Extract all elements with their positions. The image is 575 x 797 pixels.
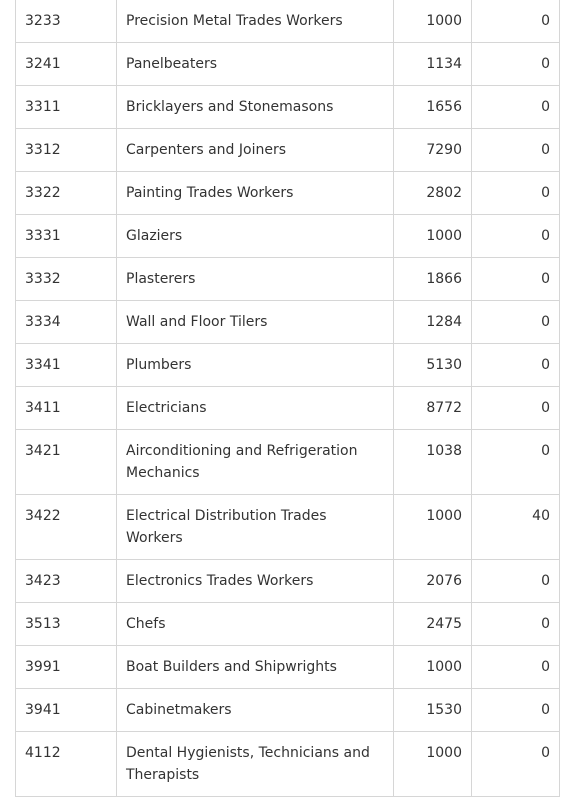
- occupation-code-cell: 3421: [16, 430, 117, 495]
- table-row: [16, 387, 560, 430]
- table-row: [16, 344, 560, 387]
- occupation-name-cell: Boat Builders and Shipwrights: [117, 646, 394, 689]
- value-cell: 1000: [394, 732, 472, 797]
- table-row: [16, 603, 560, 646]
- extra-value-cell: 0: [472, 646, 560, 689]
- occupation-code-cell: 3311: [16, 86, 117, 129]
- value-cell: 7290: [394, 129, 472, 172]
- table-row: [16, 430, 560, 495]
- occupation-name-cell: Chefs: [117, 603, 394, 646]
- occupation-name-cell: Electricians: [117, 387, 394, 430]
- occupation-code-cell: 3422: [16, 495, 117, 560]
- extra-value-cell: 0: [472, 258, 560, 301]
- table-row: [16, 43, 560, 86]
- value-cell: 1000: [394, 215, 472, 258]
- occupation-code-cell: 3233: [16, 0, 117, 43]
- value-cell: 1000: [394, 646, 472, 689]
- value-cell: 2475: [394, 603, 472, 646]
- occupation-code-cell: 3341: [16, 344, 117, 387]
- extra-value-cell: 0: [472, 387, 560, 430]
- value-cell: 8772: [394, 387, 472, 430]
- extra-value-cell: 0: [472, 129, 560, 172]
- table-row: [16, 732, 560, 797]
- occupation-name-cell: Glaziers: [117, 215, 394, 258]
- value-cell: 1038: [394, 430, 472, 495]
- extra-value-cell: 0: [472, 560, 560, 603]
- table-row: [16, 646, 560, 689]
- table-row: [16, 258, 560, 301]
- value-cell: 1000: [394, 495, 472, 560]
- occupation-code-cell: 3411: [16, 387, 117, 430]
- value-cell: 5130: [394, 344, 472, 387]
- occupation-code-cell: 3331: [16, 215, 117, 258]
- occupation-code-cell: 4112: [16, 732, 117, 797]
- extra-value-cell: 0: [472, 689, 560, 732]
- table-row: [16, 689, 560, 732]
- occupation-name-cell: Plumbers: [117, 344, 394, 387]
- extra-value-cell: 0: [472, 86, 560, 129]
- value-cell: 2802: [394, 172, 472, 215]
- extra-value-cell: 0: [472, 430, 560, 495]
- extra-value-cell: 0: [472, 301, 560, 344]
- table-row: [16, 129, 560, 172]
- extra-value-cell: 0: [472, 732, 560, 797]
- occupation-code-cell: 3241: [16, 43, 117, 86]
- value-cell: 2076: [394, 560, 472, 603]
- occupation-code-cell: 3332: [16, 258, 117, 301]
- occupation-code-cell: 3423: [16, 560, 117, 603]
- extra-value-cell: 0: [472, 0, 560, 43]
- extra-value-cell: 0: [472, 172, 560, 215]
- occupation-code-cell: 3322: [16, 172, 117, 215]
- value-cell: 1866: [394, 258, 472, 301]
- occupation-name-cell: Cabinetmakers: [117, 689, 394, 732]
- occupation-name-cell: Plasterers: [117, 258, 394, 301]
- occupation-code-cell: 3312: [16, 129, 117, 172]
- occupation-name-cell: Electronics Trades Workers: [117, 560, 394, 603]
- table-row: [16, 215, 560, 258]
- occupation-table: [15, 0, 560, 797]
- table-row: [16, 301, 560, 344]
- extra-value-cell: 0: [472, 344, 560, 387]
- occupation-name-cell: Precision Metal Trades Workers: [117, 0, 394, 43]
- occupation-name-cell: Bricklayers and Stonemasons: [117, 86, 394, 129]
- table-row: [16, 0, 560, 43]
- occupation-code-cell: 3991: [16, 646, 117, 689]
- extra-value-cell: 0: [472, 43, 560, 86]
- value-cell: 1000: [394, 0, 472, 43]
- occupation-table-container: [15, 0, 559, 797]
- occupation-name-cell: Wall and Floor Tilers: [117, 301, 394, 344]
- occupation-name-cell: Dental Hygienists, Technicians and Therapists: [117, 732, 394, 797]
- table-row: [16, 86, 560, 129]
- extra-value-cell: 0: [472, 603, 560, 646]
- value-cell: 1284: [394, 301, 472, 344]
- occupation-code-cell: 3334: [16, 301, 117, 344]
- extra-value-cell: 40: [472, 495, 560, 560]
- occupation-name-cell: Airconditioning and Refrigeration Mechanics: [117, 430, 394, 495]
- value-cell: 1656: [394, 86, 472, 129]
- table-row: [16, 560, 560, 603]
- value-cell: 1530: [394, 689, 472, 732]
- value-cell: 1134: [394, 43, 472, 86]
- table-row: [16, 495, 560, 560]
- occupation-name-cell: Panelbeaters: [117, 43, 394, 86]
- occupation-code-cell: 3513: [16, 603, 117, 646]
- extra-value-cell: 0: [472, 215, 560, 258]
- occupation-code-cell: 3941: [16, 689, 117, 732]
- occupation-name-cell: Carpenters and Joiners: [117, 129, 394, 172]
- table-row: [16, 172, 560, 215]
- occupation-name-cell: Electrical Distribution Trades Workers: [117, 495, 394, 560]
- occupation-name-cell: Painting Trades Workers: [117, 172, 394, 215]
